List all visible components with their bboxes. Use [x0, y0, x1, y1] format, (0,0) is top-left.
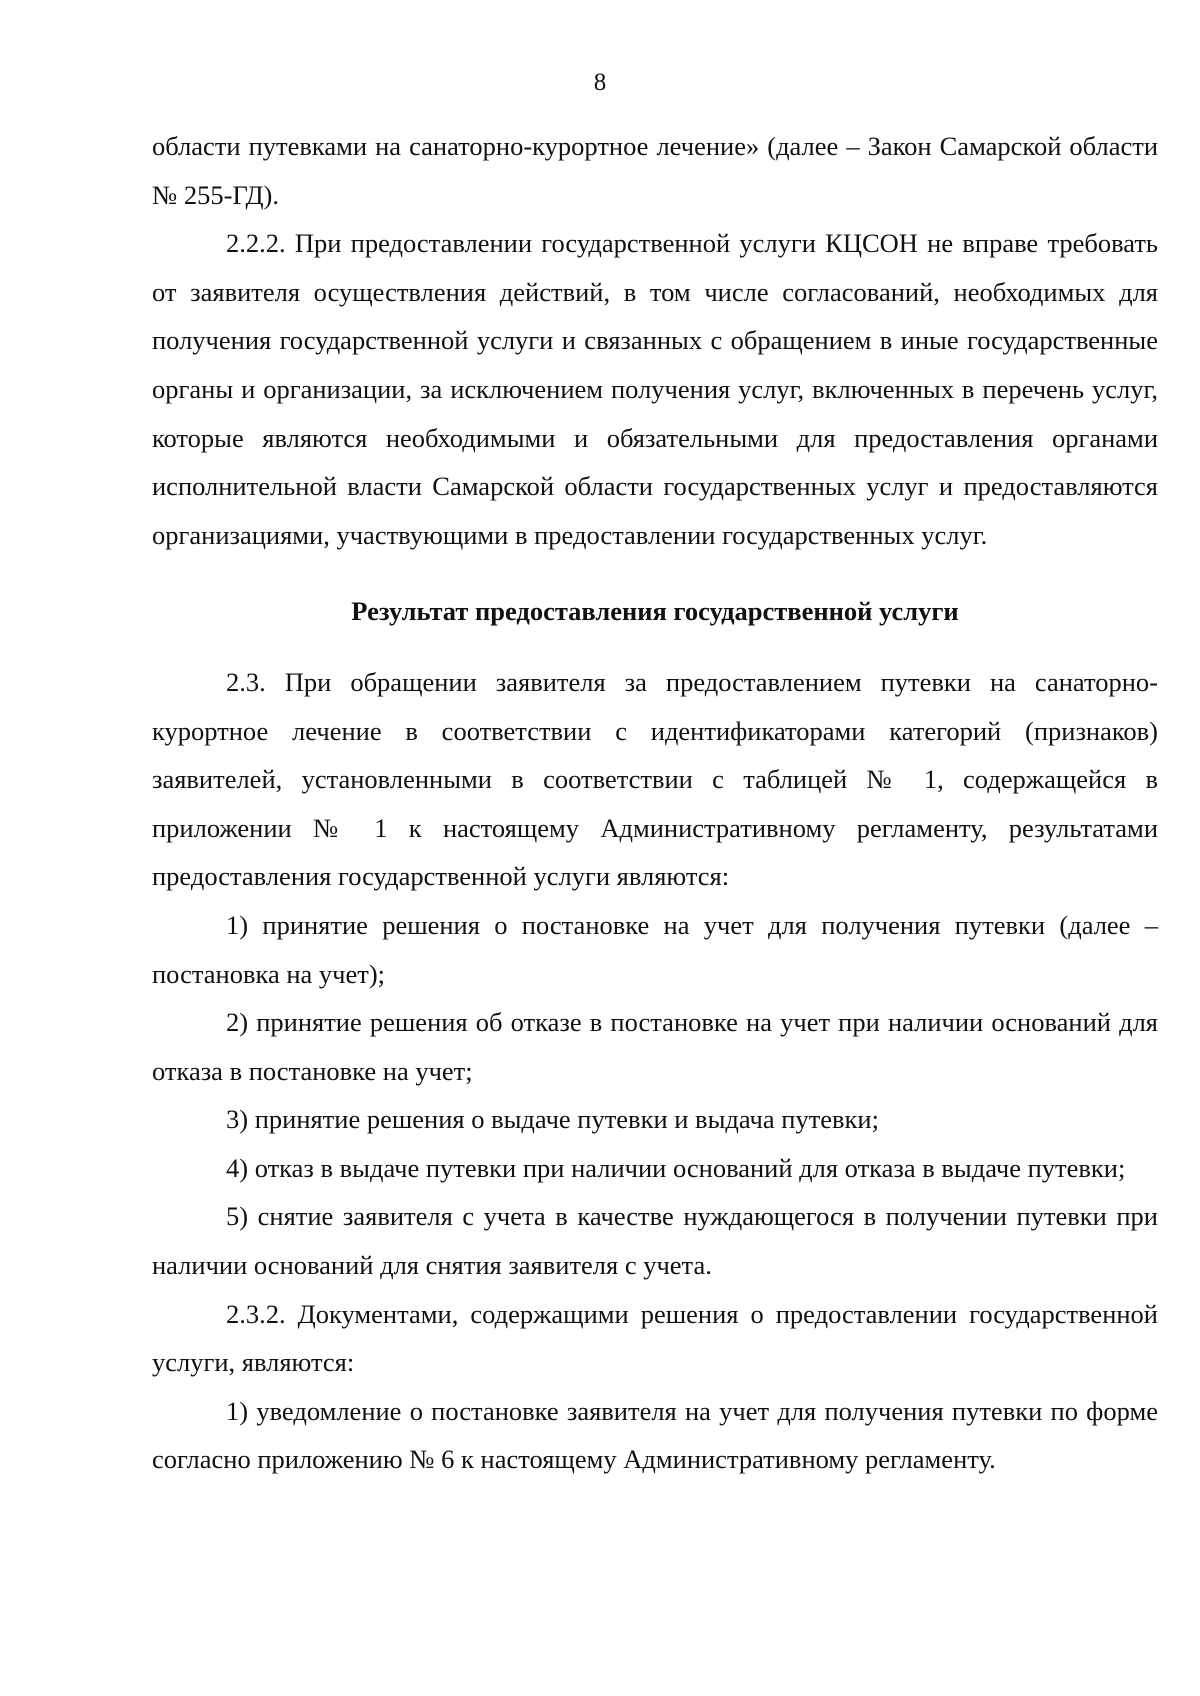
list-item-2: 2) принятие решения об отказе в постановке на учет при наличии оснований для отказа в постановке на учет;	[152, 1007, 1158, 1086]
paragraph-2-3: 2.3. При обращении заявителя за предоставлением путевки на санаторно-курортное лечение в соответствии с идентификаторами категорий (признаков) заявителей, установленными в соответствии с таблицей № 1, содержащейся в приложении № 1 к настоящему Административному регламенту, результатами предоставления государственной услуги являются:	[152, 666, 1158, 892]
paragraph-continuation: области путевками на санаторно-курортное лечение» (далее – Закон Самарской области № 255-ГД).	[152, 131, 1158, 210]
section-heading: Результат предоставления государственной услуги	[351, 596, 959, 627]
list-item-5: 5) снятие заявителя с учета в качестве нуждающегося в получении путевки при наличии оснований для снятия заявителя с учета.	[152, 1201, 1158, 1281]
paragraph-2-2-2: 2.2.2. При предоставлении государственной услуги КЦСОН не вправе требовать от заявителя осуществления действий, в том числе согласований, необходимых для получения государственной услуги и связанных с обращением в иные государственные органы и организации, за исключением получения услуг, включенных в перечень услуг, которые являются необходимыми и обязательными для предоставления органами исполнительной власти Самарской области государственных услуг и предоставляются организациями, участвующими в предоставлении государственных услуг.	[152, 228, 1158, 550]
list-item-4: 4) отказ в выдаче путевки при наличии оснований для отказа в выдаче путевки;	[226, 1152, 1126, 1183]
paragraph-2-3-2: 2.3.2. Документами, содержащими решения о предоставлении государственной услуги, являются:	[152, 1298, 1158, 1378]
page-number: 8	[593, 69, 607, 96]
list-item-1: 1) принятие решения о постановке на учет для получения путевки (далее – постановка на учет);	[152, 909, 1158, 989]
list-item-notice: 1) уведомление о постановке заявителя на учет для получения путевки по форме согласно приложению № 6 к настоящему Административному регламенту.	[152, 1395, 1158, 1475]
document-body	[152, 122, 1158, 1484]
list-item-3: 3) принятие решения о выдаче путевки и выдача путевки;	[226, 1104, 879, 1135]
